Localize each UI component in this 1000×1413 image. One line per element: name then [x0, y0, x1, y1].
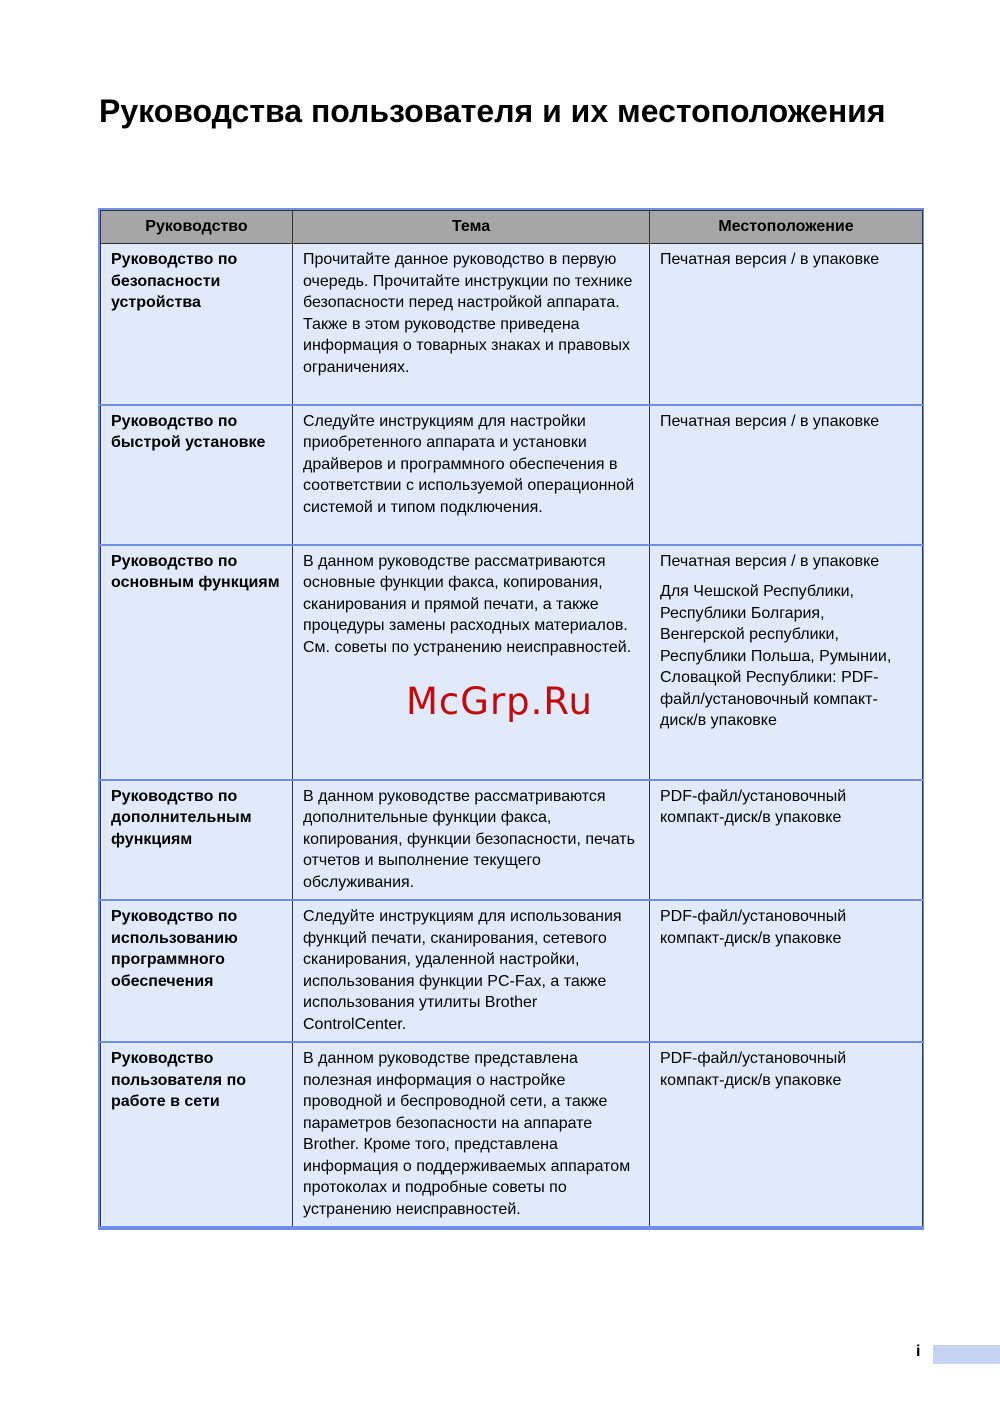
location-text: Печатная версия / в упаковке — [660, 251, 880, 268]
table-row — [101, 405, 923, 545]
table-row — [101, 900, 923, 1042]
table-row — [101, 545, 923, 780]
location-cell — [650, 405, 923, 545]
guide-cell: Руководство по использованию программного обеспечения — [101, 900, 293, 1042]
location-text: PDF-файл/установочный компакт-диск/в упаковке — [660, 1050, 847, 1089]
topic-cell: В данном руководстве рассматриваются дополнительные функции факса, копирования, функции безопасности, печать отчетов и выполнение текущего обслуживания. — [293, 780, 650, 901]
topic-cell: В данном руководстве представлена полезная информация о настройке проводной и беспроводной сети, а также параметров безопасности на аппарате Brother. Кроме того, представлена информация о поддерживаемых аппаратом протоколах и подробные советы по устранению неисправностей. — [293, 1042, 650, 1227]
topic-cell: Следуйте инструкциям для настройки приобретенного аппарата и установки драйверов и программного обеспечения в соответствии с используемой операционной системой и типом подключения. — [293, 405, 650, 545]
guide-cell: Руководство по основным функциям — [101, 545, 293, 780]
location-cell — [650, 900, 923, 1042]
table-row — [101, 780, 923, 901]
location-cell — [650, 545, 923, 780]
guide-cell: Руководство пользователя по работе в сети — [101, 1042, 293, 1227]
table-header-row — [101, 211, 923, 244]
page-tab-marker — [933, 1345, 1000, 1364]
location-text: PDF-файл/установочный компакт-диск/в упаковке — [660, 908, 847, 947]
location-text: PDF-файл/установочный компакт-диск/в упаковке — [660, 787, 847, 826]
location-text: Печатная версия / в упаковке — [660, 552, 880, 570]
location-note: Для Чешской Республики, Республики Болгария, Венгерской республики, Республики Польша, Румынии, Словацкой Республики: PDF-файл/установочный компакт-диск/в упаковке — [660, 583, 892, 729]
topic-cell: Следуйте инструкциям для использования функций печати, сканирования, сетевого сканирования, удаленной настройки, использования функции PC-Fax, а также использования утилиты Brother ControlCenter. — [293, 900, 650, 1042]
column-header-location: Местоположение — [650, 211, 923, 244]
location-cell — [650, 1042, 923, 1227]
guide-cell: Руководство по безопасности устройства — [101, 244, 293, 405]
guide-cell: Руководство по быстрой установке — [101, 405, 293, 545]
topic-cell: В данном руководстве рассматриваются основные функции факса, копирования, сканирования и прямой печати, а также процедуры замены расходных материалов. См. советы по устранению неисправностей. — [293, 545, 650, 780]
column-header-guide: Руководство — [101, 211, 293, 244]
guide-cell: Руководство по дополнительным функциям — [101, 780, 293, 901]
watermark-text: McGrp.Ru — [406, 680, 593, 723]
topic-cell: Прочитайте данное руководство в первую очередь. Прочитайте инструкции по технике безопасности перед настройкой аппарата. Также в этом руководстве приведена информация о товарных знаках и правовых ограничениях. — [293, 244, 650, 405]
location-text: Печатная версия / в упаковке — [660, 412, 880, 430]
column-header-topic: Тема — [293, 211, 650, 244]
table-row — [101, 244, 923, 405]
table-row — [101, 1042, 923, 1227]
location-cell — [650, 244, 923, 405]
page-title: Руководства пользователя и их местоположения — [99, 93, 886, 129]
location-cell — [650, 780, 923, 901]
page-number: i — [916, 1343, 921, 1360]
